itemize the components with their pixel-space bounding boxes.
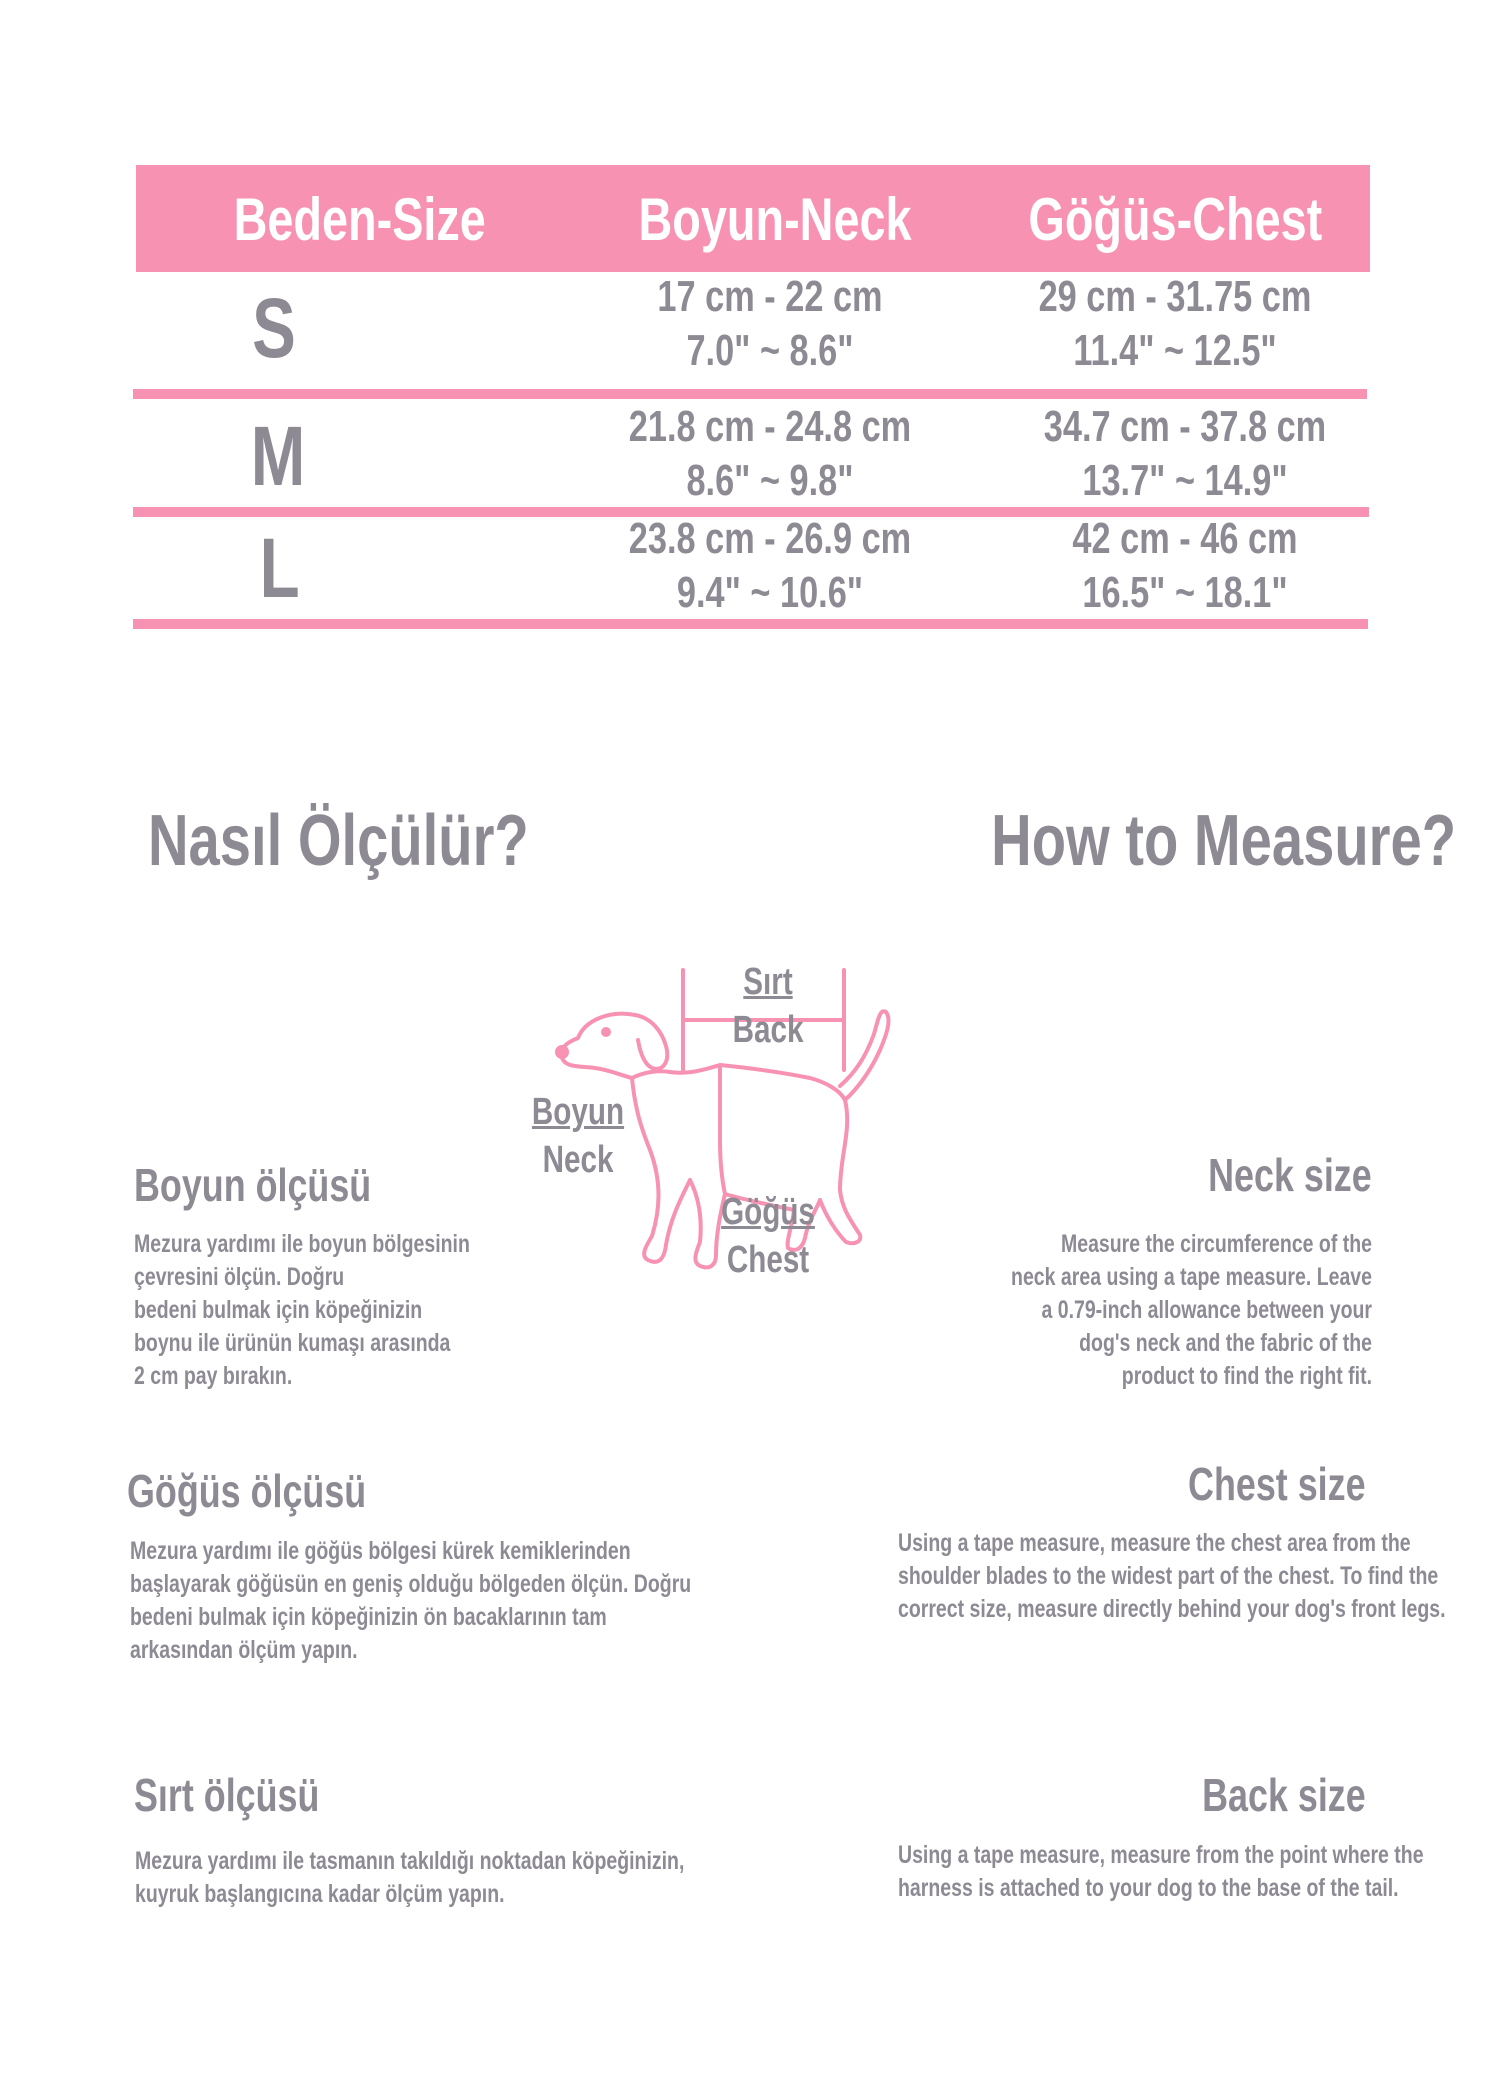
neck-l: 23.8 cm - 26.9 cm 9.4" ~ 10.6": [628, 514, 912, 617]
neck-en-text: Measure the circumference of the neck area using a tape measure. Leave a 0.79-inch allowance between your dog's neck and the fabric of the product to find the right fit.: [1011, 1230, 1372, 1390]
neck-tr-title: Boyun ölçüsü: [134, 1159, 372, 1211]
title-en: How to Measure?: [991, 801, 1457, 881]
back-en-title: Back size: [1202, 1769, 1366, 1821]
header-neck: Boyun-Neck: [638, 186, 912, 253]
neck-en-title: Neck size: [1208, 1149, 1372, 1201]
back-tr-text: Mezura yardımı ile tasmanın takıldığı noktadan köpeğinizin, kuyruk başlangıcına kadar ölçüm yapın.: [135, 1847, 685, 1908]
chest-en-text: Using a tape measure, measure the chest area from the shoulder blades to the widest part of the chest. To find the correct size, measure directly behind your dog's front legs.: [898, 1529, 1446, 1623]
label-neck: Boyun Neck: [531, 1091, 625, 1181]
neck-tr-text: Mezura yardımı ile boyun bölgesinin çevresini ölçün. Doğru bedeni bulmak için köpeğinizin boynu ile ürünün kumaşı arasında 2 cm pay bırakın.: [134, 1230, 470, 1390]
size-m: M: [250, 409, 306, 503]
size-l: L: [259, 521, 301, 615]
size-s: S: [252, 281, 296, 375]
title-tr: Nasıl Ölçülür?: [148, 801, 529, 881]
chest-tr-title: Göğüs ölçüsü: [127, 1465, 367, 1517]
chest-s: 29 cm - 31.75 cm 11.4" ~ 12.5": [1038, 272, 1312, 375]
neck-s: 17 cm - 22 cm 7.0" ~ 8.6": [657, 272, 883, 375]
size-table: [0, 0, 1500, 640]
chest-en-title: Chest size: [1188, 1458, 1366, 1510]
chest-l: 42 cm - 46 cm 16.5" ~ 18.1": [1072, 514, 1298, 617]
row-divider: [133, 389, 1367, 399]
back-tr-title: Sırt ölçüsü: [134, 1769, 320, 1821]
row-divider: [133, 619, 1368, 629]
label-chest: Göğüs Chest: [721, 1191, 815, 1281]
chest-m: 34.7 cm - 37.8 cm 13.7" ~ 14.9": [1043, 402, 1327, 505]
header-chest: Göğüs-Chest: [1028, 186, 1322, 253]
header-size: Beden-Size: [233, 186, 487, 253]
back-en-text: Using a tape measure, measure from the point where the harness is attached to your dog to the base of the tail.: [898, 1841, 1424, 1902]
chest-tr-text: Mezura yardımı ile göğüs bölgesi kürek kemiklerinden başlayarak göğüsün en geniş olduğu bölgeden ölçün. Doğru bedeni bulmak için köpeğinizin ön bacaklarının tam arkasından ölçüm yapın.: [130, 1537, 692, 1664]
label-back: Sırt Back: [732, 961, 804, 1051]
neck-m: 21.8 cm - 24.8 cm 8.6" ~ 9.8": [628, 402, 912, 505]
